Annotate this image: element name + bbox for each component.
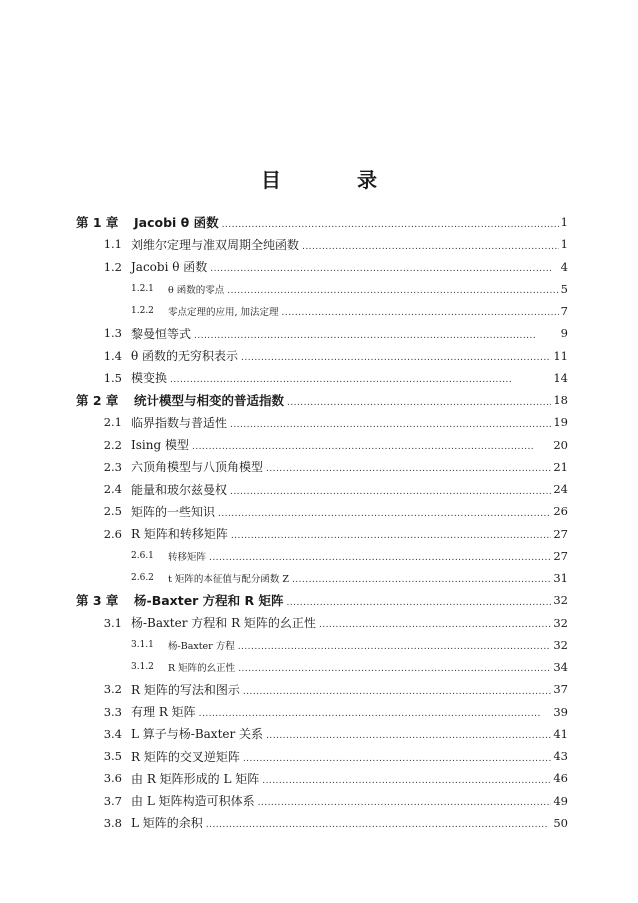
toc-entry-page-number: 32	[553, 593, 568, 608]
toc-entry-page-number: 9	[560, 326, 568, 341]
toc-entry-page-number: 39	[553, 704, 568, 719]
toc-entry-page-number: 32	[553, 637, 568, 652]
toc-entry-subsection[interactable]	[0, 567, 638, 589]
toc-entry-title-wrap	[168, 549, 568, 563]
toc-entry-title-wrap	[131, 703, 568, 720]
toc-entry-title-wrap	[131, 503, 568, 520]
toc-entry-page-number: 14	[553, 370, 568, 385]
toc-entry-number: 3.2	[103, 682, 122, 697]
dot-leader	[209, 553, 568, 563]
toc-entry-page-number: 34	[553, 660, 568, 675]
toc-entry-section[interactable]	[0, 745, 638, 767]
toc-entry-number: 第 1 章	[76, 215, 119, 231]
toc-entry-section[interactable]	[0, 612, 638, 634]
toc-entry-number: 3.1.2	[131, 662, 154, 673]
toc-entry-section[interactable]	[0, 701, 638, 723]
toc-entry-page-number: 19	[553, 415, 568, 430]
dot-leader	[170, 375, 568, 385]
dot-leader	[292, 575, 568, 585]
toc-entry-title-wrap	[131, 725, 568, 742]
page-title: 目 录	[261, 168, 405, 192]
toc-entry-number: 3.8	[103, 815, 122, 830]
toc-entry-title: 黎曼恒等式	[131, 326, 192, 341]
toc-entry-title-wrap	[168, 304, 568, 318]
toc-entry-title: R 矩阵的写法和图示	[131, 682, 240, 697]
toc-entry-page-number: 11	[553, 348, 568, 363]
toc-entry-title: L 矩阵的余积	[131, 816, 203, 831]
toc-entry-number: 2.5	[103, 504, 122, 519]
dot-leader	[287, 398, 568, 408]
toc-entry-number: 1.2.1	[131, 283, 154, 294]
toc-entry-page-number: 49	[553, 793, 568, 808]
dot-leader	[282, 308, 568, 318]
toc-entry-page-number: 1	[560, 215, 568, 230]
toc-entry-title-wrap	[131, 614, 568, 631]
toc-entry-section[interactable]	[0, 256, 638, 278]
toc-entry-number: 1.4	[103, 348, 122, 363]
toc-entry-title: 矩阵的一些知识	[131, 504, 216, 519]
toc-entry-title: 杨-Baxter 方程和 R 矩阵	[134, 593, 284, 609]
toc-entry-section[interactable]	[0, 233, 638, 255]
toc-entry-section[interactable]	[0, 434, 638, 456]
toc-entry-page-number: 5	[560, 281, 568, 296]
dot-leader	[266, 464, 568, 474]
toc-entry-number: 2.6	[103, 526, 122, 541]
toc-entry-title-wrap	[131, 347, 568, 364]
toc-entry-title-wrap	[131, 414, 568, 431]
dot-leader	[206, 820, 568, 830]
toc-entry-section[interactable]	[0, 411, 638, 433]
toc-entry-title: 六顶角模型与八顶角模型	[131, 460, 264, 475]
dot-leader	[230, 487, 568, 497]
toc-entry-number: 2.4	[103, 482, 122, 497]
toc-entry-title-wrap	[131, 748, 568, 765]
toc-entry-page-number: 41	[553, 726, 568, 741]
toc-entry-title-wrap	[168, 638, 568, 652]
toc-entry-page-number: 4	[560, 259, 568, 274]
toc-entry-number: 2.3	[103, 459, 122, 474]
toc-entry-number: 第 3 章	[76, 593, 119, 609]
toc-entry-page-number: 50	[553, 815, 568, 830]
dot-leader	[243, 754, 568, 764]
toc-entry-chapter[interactable]	[0, 211, 638, 233]
toc-entry-section[interactable]	[0, 456, 638, 478]
toc-entry-title: Jacobi θ 函数	[134, 215, 219, 231]
toc-entry-page-number: 27	[553, 526, 568, 541]
toc-entry-number: 3.4	[103, 726, 122, 741]
toc-entry-title-wrap	[131, 681, 568, 698]
toc-entry-page-number: 20	[553, 437, 568, 452]
toc-entry-subsection[interactable]	[0, 300, 638, 322]
toc-entry-title-wrap	[131, 236, 568, 253]
dot-leader	[243, 687, 568, 697]
dot-leader	[230, 420, 568, 430]
toc-entry-page-number: 1	[560, 237, 568, 252]
toc-entry-title-wrap	[168, 660, 568, 674]
toc-entry-title: θ 函数的无穷积表示	[131, 349, 239, 364]
toc-entry-number: 1.2.2	[131, 306, 154, 317]
toc-entry-page-number: 7	[560, 304, 568, 319]
toc-entry-page-number: 21	[553, 459, 568, 474]
dot-leader	[194, 331, 568, 341]
toc-entry-title: 统计模型与相变的普适指数	[134, 393, 285, 409]
toc-entry-title-wrap	[131, 525, 568, 542]
toc-entry-number: 3.6	[103, 771, 122, 786]
toc-entry-title-wrap	[134, 391, 568, 409]
dot-leader	[231, 531, 568, 541]
toc-entry-title: R 矩阵的交叉逆矩阵	[131, 749, 240, 764]
toc-entry-number: 2.2	[103, 437, 122, 452]
toc-entry-title: R 矩阵和转移矩阵	[131, 527, 228, 542]
toc-entry-number: 3.1.1	[131, 639, 154, 650]
toc-entry-number: 1.1	[103, 237, 122, 252]
toc-entry-title-wrap	[131, 325, 568, 342]
toc-entry-title-wrap	[131, 369, 568, 386]
toc-entry-subsection[interactable]	[0, 278, 638, 300]
toc-entry-page-number: 31	[553, 571, 568, 586]
toc-entry-title-wrap	[134, 591, 568, 609]
toc-entry-section[interactable]	[0, 790, 638, 812]
dot-leader	[238, 642, 568, 652]
toc-entry-title: 零点定理的应用, 加法定理	[168, 307, 279, 319]
toc-entry-section[interactable]	[0, 812, 638, 834]
dot-leader	[258, 798, 568, 808]
toc-entry-number: 3.3	[103, 704, 122, 719]
toc-entry-title: Ising 模型	[131, 438, 189, 453]
toc-entry-title-wrap	[168, 282, 568, 296]
toc-entry-section[interactable]	[0, 500, 638, 522]
toc-entry-title: L 算子与杨-Baxter 关系	[131, 727, 264, 742]
dot-leader	[302, 242, 568, 252]
toc-entry-page-number: 43	[553, 749, 568, 764]
toc-entry-section[interactable]	[0, 767, 638, 789]
toc-entry-title: t 矩阵的本征值与配分函数 Z	[168, 574, 289, 586]
toc-entry-subsection[interactable]	[0, 634, 638, 656]
toc-entry-title-wrap	[131, 258, 568, 275]
toc-entry-section[interactable]	[0, 678, 638, 700]
toc-entry-title: R 矩阵的幺正性	[168, 663, 236, 675]
toc-entry-chapter[interactable]	[0, 389, 638, 411]
toc-entry-section[interactable]	[0, 367, 638, 389]
dot-leader	[262, 776, 568, 786]
toc-entry-title: 有理 R 矩阵	[131, 705, 196, 720]
dot-leader	[218, 509, 568, 519]
toc-entry-number: 2.6.1	[131, 550, 154, 561]
toc-entry-section[interactable]	[0, 478, 638, 500]
dot-leader	[199, 709, 568, 719]
toc-entry-section[interactable]	[0, 523, 638, 545]
dot-leader	[238, 664, 568, 674]
dot-leader	[227, 286, 568, 296]
toc-entry-number: 3.1	[103, 615, 122, 630]
toc-entry-number: 1.5	[103, 370, 122, 385]
toc-entry-title-wrap	[131, 436, 568, 453]
toc-entry-number: 3.5	[103, 749, 122, 764]
toc-entry-section[interactable]	[0, 723, 638, 745]
dot-leader	[266, 731, 568, 741]
toc-entry-page-number: 24	[553, 482, 568, 497]
toc-entry-title: 杨-Baxter 方程和 R 矩阵的幺正性	[131, 616, 316, 631]
toc-entry-title: 刘维尔定理与准双周期全纯函数	[131, 237, 300, 252]
toc-entry-number: 2.1	[103, 415, 122, 430]
toc-entry-section[interactable]	[0, 322, 638, 344]
toc-entry-title-wrap	[131, 458, 568, 475]
table-of-contents	[0, 211, 638, 834]
toc-entry-number: 2.6.2	[131, 573, 154, 584]
toc-entry-title: 临界指数与普适性	[131, 415, 228, 430]
toc-entry-title-wrap	[131, 792, 568, 809]
dot-leader	[222, 220, 568, 230]
toc-entry-title: 由 R 矩阵形成的 L 矩阵	[131, 771, 260, 786]
dot-leader	[319, 620, 568, 630]
toc-entry-title: θ 函数的零点	[168, 284, 225, 296]
toc-entry-title: 杨-Baxter 方程	[168, 640, 235, 652]
toc-entry-title: 能量和玻尔兹曼权	[131, 482, 228, 497]
toc-entry-page-number: 46	[553, 771, 568, 786]
toc-entry-subsection[interactable]	[0, 545, 638, 567]
toc-entry-subsection[interactable]	[0, 656, 638, 678]
dot-leader	[287, 598, 568, 608]
dot-leader	[192, 442, 568, 452]
toc-entry-title: 模变换	[131, 371, 168, 386]
toc-entry-title-wrap	[131, 814, 568, 831]
toc-entry-page-number: 27	[553, 548, 568, 563]
dot-leader	[210, 264, 568, 274]
dot-leader	[241, 353, 568, 363]
toc-entry-page-number: 26	[553, 504, 568, 519]
toc-entry-number: 1.3	[103, 326, 122, 341]
toc-entry-number: 1.2	[103, 259, 122, 274]
toc-entry-number: 3.7	[103, 793, 122, 808]
toc-entry-title: 转移矩阵	[168, 551, 207, 563]
toc-entry-page-number: 18	[553, 393, 568, 408]
toc-entry-chapter[interactable]	[0, 589, 638, 611]
toc-entry-title: Jacobi θ 函数	[131, 260, 208, 275]
toc-entry-title-wrap	[134, 213, 568, 231]
toc-entry-title-wrap	[168, 571, 568, 585]
toc-entry-title: 由 L 矩阵构造可积体系	[131, 794, 255, 809]
toc-entry-title-wrap	[131, 481, 568, 498]
toc-entry-page-number: 32	[553, 615, 568, 630]
toc-entry-number: 第 2 章	[76, 393, 119, 409]
toc-entry-title-wrap	[131, 770, 568, 787]
toc-entry-page-number: 37	[553, 682, 568, 697]
toc-entry-section[interactable]	[0, 345, 638, 367]
